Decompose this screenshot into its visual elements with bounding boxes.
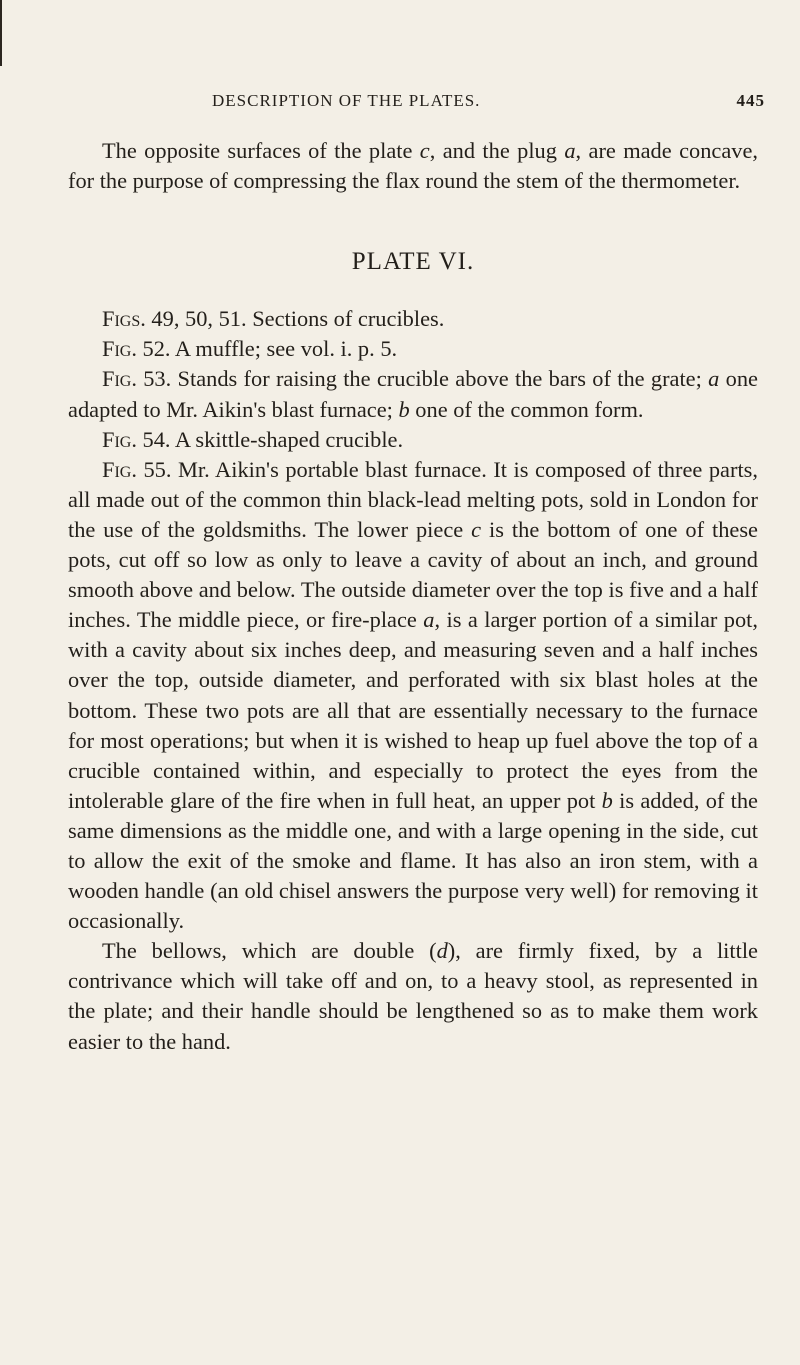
- bellows-paragraph: The bellows, which are double (d), are firmly fixed, by a little contrivance which will take off and on, to a heavy stool, as represented in the plate; and their handle should be lengthened so as to make them work easier to the hand.: [68, 938, 758, 1054]
- figure-label: Fig. 52.: [102, 336, 171, 362]
- figure-label: Fig. 53.: [102, 366, 172, 392]
- figure-label: Fig. 55.: [102, 456, 172, 482]
- intro-paragraph: The opposite surfaces of the plate c, and the plug a, are made concave, for the purpose of compressing the flax round the stem of the thermometer.: [68, 138, 758, 194]
- figure-label: Figs. 49, 50, 51.: [102, 306, 247, 332]
- page-number: 445: [736, 91, 765, 110]
- figure-entry-54: Fig. 54. A skittle-shaped crucible.: [102, 426, 404, 452]
- figure-entry-55: Fig. 55. Mr. Aikin's portable blast furnace. It is composed of three parts, all made out of the common thin black-lead melting pots, sold in London for the use of the goldsmiths. The lower piece c is the bottom of one of these pots, cut off so low as only to leave a cavity of about an inch, and ground smooth above and below. The outside diameter over the top is five and a half inches. The middle piece, or fire-place a, is a larger portion of a similar pot, with a cavity about six inches deep, and measuring seven and a half inches over the top, outside diameter, and perforated with six blast holes at the bottom. These two pots are all that are essentially necessary to the furnace for most operations; but when it is wished to heap up fuel above the top of a crucible contained within, and especially to protect the eyes from the intolerable glare of the fire when in full heat, an upper pot b is added, of the same dimensions as the middle one, and with a large opening in the side, cut to allow the exit of the smoke and flame. It has also an iron stem, with a wooden handle (an old chisel answers the purpose very well) for removing it occasionally.: [68, 456, 758, 934]
- running-head-title: DESCRIPTION OF THE PLATES.: [212, 91, 481, 110]
- body-text: [68, 136, 758, 1057]
- page-edge-line: [0, 0, 2, 66]
- figure-entry-52: Fig. 52. A muffle; see vol. i. p. 5.: [102, 336, 398, 362]
- figure-entry-49: Figs. 49, 50, 51. Sections of crucibles.: [102, 306, 445, 332]
- plate-heading: PLATE VI.: [351, 248, 475, 276]
- figure-entry-53: Fig. 53. Stands for raising the crucible above the bars of the grate; a one adapted to Mr. Aikin's blast furnace; b one of the common form.: [68, 366, 758, 422]
- figure-label: Fig. 54.: [102, 426, 171, 452]
